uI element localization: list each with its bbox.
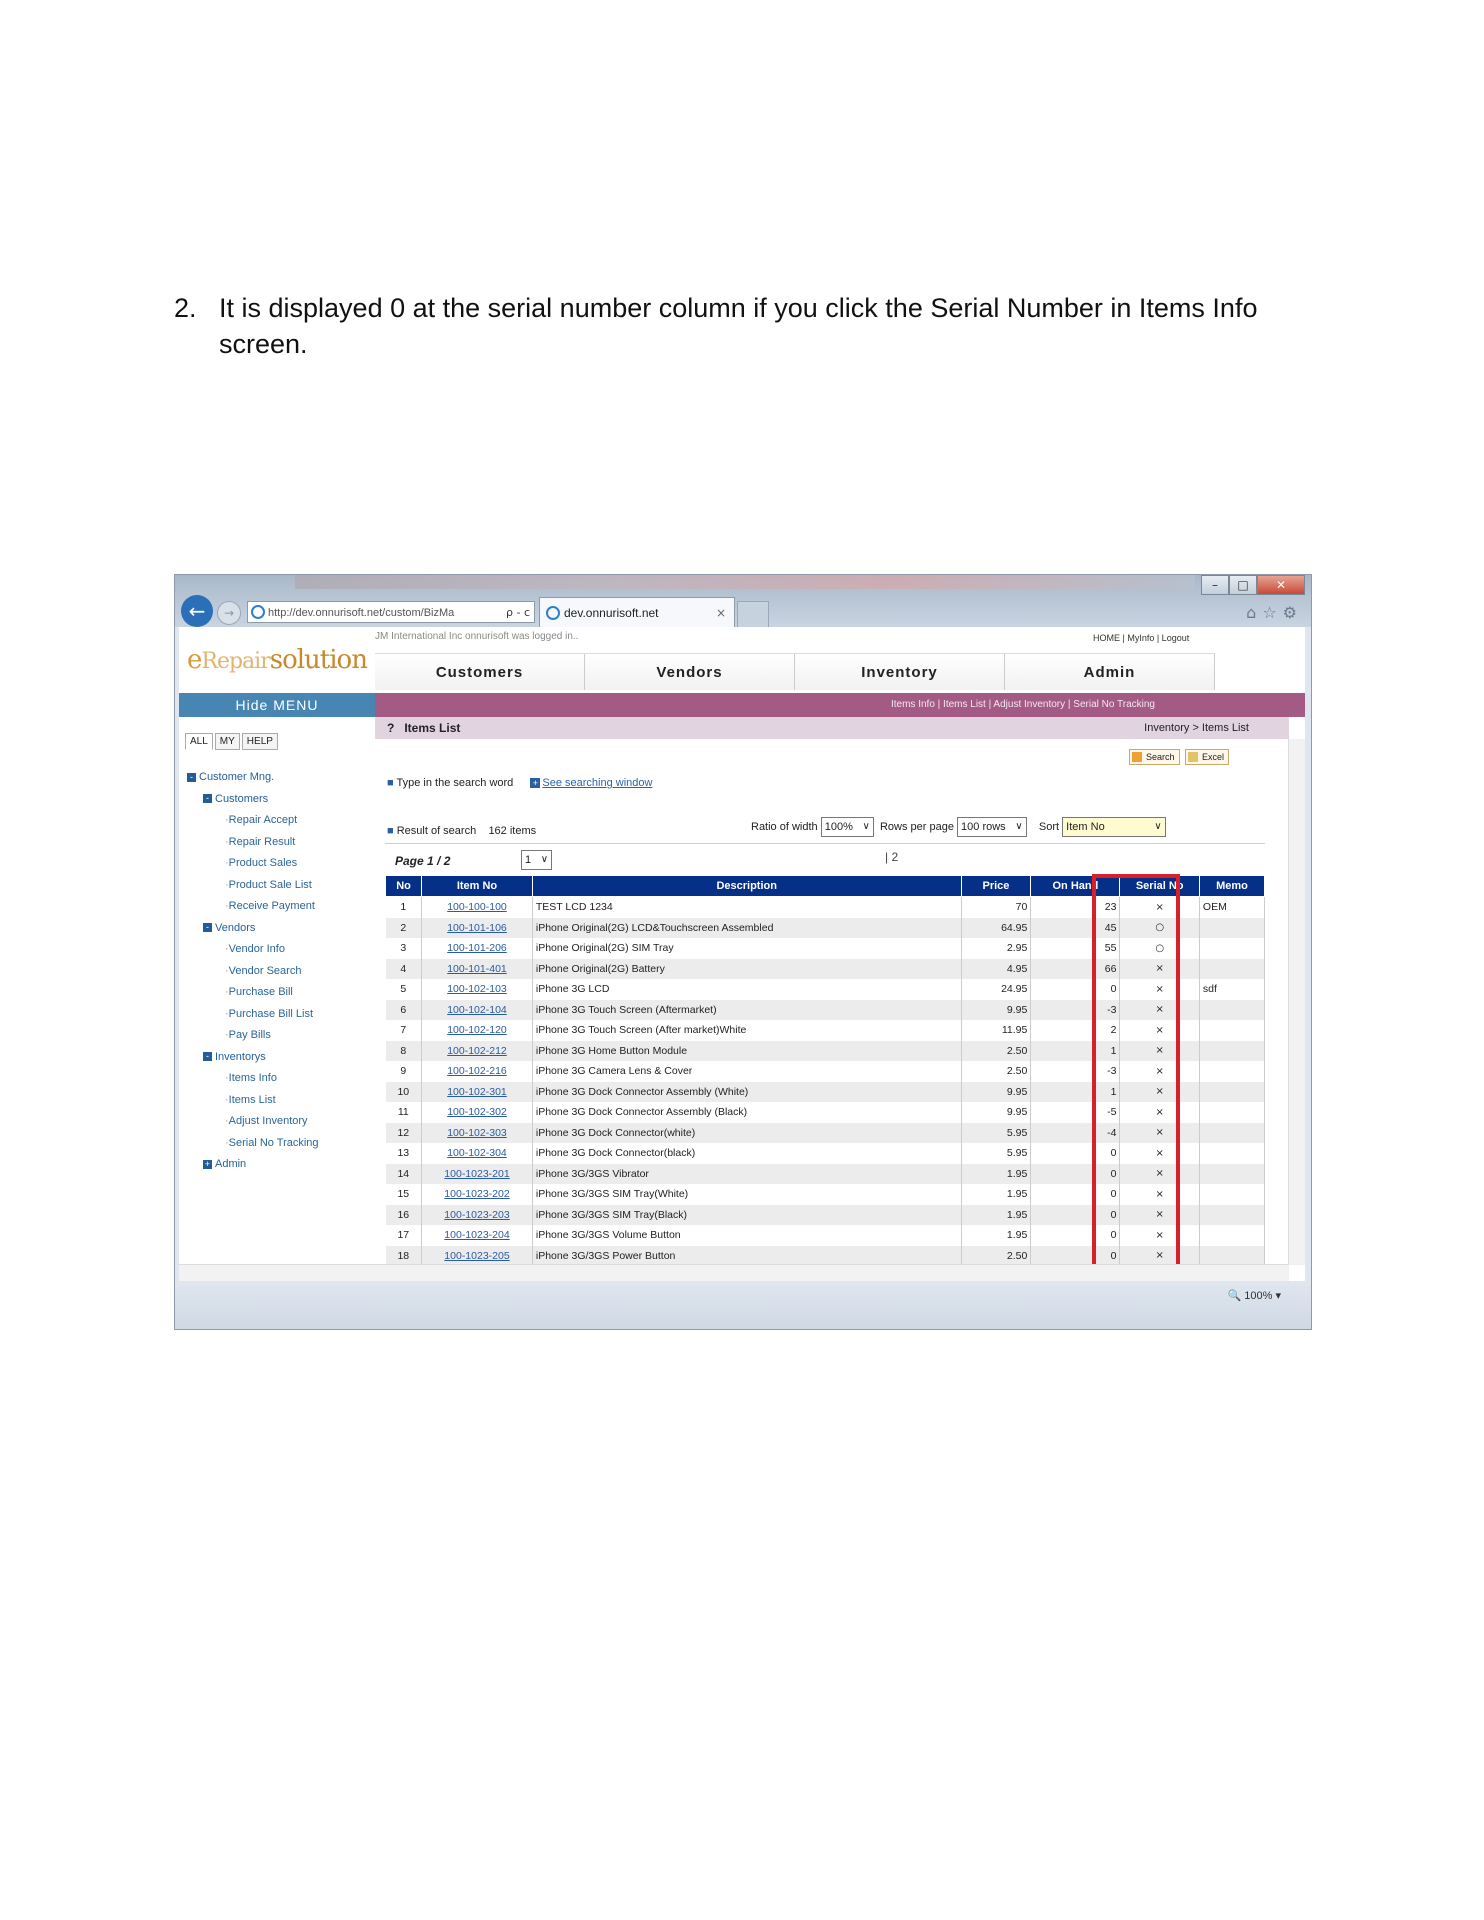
cell-on-hand: 23: [1031, 897, 1120, 918]
cell-on-hand: 1: [1031, 1082, 1120, 1103]
cell-price: 24.95: [961, 979, 1031, 1000]
tree-connector: ·: [225, 814, 229, 826]
breadcrumb: Inventory > Items List: [1144, 722, 1249, 734]
cell-no: 18: [386, 1246, 422, 1267]
cell-item-no[interactable]: 100-1023-204: [422, 1225, 533, 1246]
close-icon[interactable]: ✕: [1257, 575, 1305, 595]
cell-item-no[interactable]: 100-1023-203: [422, 1205, 533, 1226]
cell-on-hand: 0: [1031, 979, 1120, 1000]
tree-connector: ·: [225, 835, 229, 848]
col-serial-no[interactable]: Serial No: [1120, 876, 1199, 897]
sidebar-item[interactable]: [187, 1133, 319, 1155]
list-controls: [751, 817, 1166, 837]
cell-on-hand: 0: [1031, 1246, 1120, 1267]
sidebar-item-label: Admin: [215, 1158, 247, 1170]
cell-description: iPhone 3G/3GS SIM Tray(Black): [532, 1205, 961, 1226]
cell-serial-no: ×: [1120, 1102, 1199, 1123]
cell-price: 1.95: [961, 1184, 1031, 1205]
cell-no: 5: [386, 979, 422, 1000]
tree-connector: ·: [225, 857, 229, 869]
cell-no: 12: [386, 1123, 422, 1144]
cell-serial-no: ×: [1120, 1000, 1199, 1021]
result-count: 162 items: [488, 825, 537, 837]
cell-memo: [1199, 1061, 1264, 1082]
sort-label: Sort: [1038, 820, 1060, 833]
cell-item-no[interactable]: 100-1023-201: [422, 1164, 533, 1185]
cell-memo: [1199, 1123, 1264, 1144]
cell-description: iPhone 3G Home Button Module: [532, 1041, 961, 1062]
tab-all[interactable]: ALL: [185, 733, 213, 750]
cell-on-hand: 0: [1031, 1225, 1120, 1246]
gear-icon[interactable]: ⚙: [1282, 603, 1303, 622]
cell-memo: [1199, 1082, 1264, 1103]
page-links[interactable]: | 2: [885, 850, 899, 864]
cell-price: 2.50: [961, 1041, 1031, 1062]
cell-no: 10: [386, 1082, 422, 1103]
cell-on-hand: 45: [1031, 918, 1120, 939]
help-icon[interactable]: ?: [387, 721, 395, 735]
home-icon[interactable]: ⌂: [1246, 603, 1263, 622]
cell-description: iPhone 3G/3GS Vibrator: [532, 1164, 961, 1185]
cell-price: 70: [961, 897, 1031, 918]
serial-no-highlight-box: [1092, 874, 1180, 1281]
window-controls: [1201, 575, 1305, 595]
cell-item-no[interactable]: 100-102-301: [422, 1082, 533, 1103]
collapse-icon[interactable]: -: [203, 1052, 212, 1061]
cell-description: iPhone 3G LCD: [532, 979, 961, 1000]
cell-no: 6: [386, 1000, 422, 1021]
sidebar-item[interactable]: [187, 1090, 319, 1112]
sidebar-item[interactable]: [187, 939, 319, 961]
forward-arrow-icon[interactable]: →: [217, 601, 241, 625]
nav-inventory[interactable]: Inventory: [795, 654, 1005, 690]
logged-in-status: JM International Inc onnurisoft was logged in..: [375, 631, 579, 642]
cell-item-no[interactable]: 100-101-106: [422, 918, 533, 939]
cell-item-no[interactable]: 100-102-303: [422, 1123, 533, 1144]
cell-no: 8: [386, 1041, 422, 1062]
page-title: Items List: [404, 721, 461, 735]
cell-description: iPhone 3G Dock Connector Assembly (White): [532, 1082, 961, 1103]
address-controls[interactable]: ρ - c: [506, 606, 530, 619]
instruction-text: [174, 290, 1284, 362]
sidebar-item-label: Inventorys: [215, 1050, 266, 1063]
cell-item-no[interactable]: 100-1023-205: [422, 1246, 533, 1267]
sidebar-item[interactable]: [187, 1111, 319, 1133]
sidebar: [179, 717, 376, 1281]
cell-price: 2.95: [961, 938, 1031, 959]
cell-serial-no: ×: [1120, 979, 1199, 1000]
pagination-row: [385, 843, 1265, 876]
cell-on-hand: 55: [1031, 938, 1120, 959]
rows-select[interactable]: 100 rows ∨: [957, 817, 1027, 837]
step-number: 2.: [174, 293, 197, 323]
cell-memo: [1199, 1225, 1264, 1246]
cell-item-no[interactable]: 100-102-302: [422, 1102, 533, 1123]
tree-connector: ·: [225, 1115, 229, 1127]
sidebar-item[interactable]: [187, 767, 319, 789]
search-hint: Type in the search word: [396, 777, 514, 789]
sidebar-item[interactable]: [187, 1068, 319, 1090]
cell-description: iPhone 3G Touch Screen (After market)White: [532, 1020, 961, 1041]
sidebar-item[interactable]: [187, 1047, 319, 1069]
sidebar-item[interactable]: [187, 1004, 319, 1026]
cell-price: 4.95: [961, 959, 1031, 980]
cell-item-no[interactable]: 100-102-304: [422, 1143, 533, 1164]
cell-price: 2.50: [961, 1061, 1031, 1082]
rows-label: Rows per page: [879, 820, 954, 833]
cell-item-no[interactable]: 100-102-103: [422, 979, 533, 1000]
expand-icon[interactable]: +: [204, 1158, 211, 1169]
sidebar-item-label: Product Sales: [228, 857, 298, 869]
nav-vendors[interactable]: Vendors: [585, 654, 795, 690]
tree-connector: ·: [225, 986, 229, 998]
cell-item-no[interactable]: 100-101-206: [422, 938, 533, 959]
cell-no: 9: [386, 1061, 422, 1082]
main-nav: [375, 653, 1215, 690]
cell-serial-no: ○: [1120, 918, 1199, 939]
tab-help[interactable]: HELP: [242, 733, 278, 750]
toolbar-icons: [1246, 603, 1303, 622]
cell-no: 2: [386, 918, 422, 939]
cell-description: iPhone Original(2G) LCD&Touchscreen Assembled: [532, 918, 961, 939]
cell-item-no[interactable]: 100-101-401: [422, 959, 533, 980]
cell-no: 7: [386, 1020, 422, 1041]
col-description[interactable]: Description: [532, 876, 961, 897]
tree-connector: ·: [225, 878, 229, 891]
cell-description: iPhone 3G Touch Screen (Aftermarket): [532, 1000, 961, 1021]
excel-button[interactable]: Excel: [1185, 749, 1229, 765]
cell-on-hand: 0: [1031, 1143, 1120, 1164]
cell-on-hand: 1: [1031, 1041, 1120, 1062]
address-text: http://dev.onnurisoft.net/custom/BizMa: [268, 607, 455, 619]
browser-chrome: [175, 575, 1311, 627]
sidebar-scrollbar[interactable]: [179, 1264, 375, 1281]
cell-on-hand: -4: [1031, 1123, 1120, 1144]
ratio-label: Ratio of width: [751, 820, 818, 833]
cell-no: 15: [386, 1184, 422, 1205]
cell-price: 5.95: [961, 1123, 1031, 1144]
cell-serial-no: ○: [1120, 938, 1199, 959]
col-item-no[interactable]: Item No: [422, 876, 533, 897]
cell-no: 4: [386, 959, 422, 980]
col-memo[interactable]: Memo: [1199, 876, 1264, 897]
cell-no: 1: [386, 897, 422, 918]
sidebar-item[interactable]: [187, 832, 319, 854]
sidebar-item-label: Vendors: [215, 921, 256, 934]
sidebar-item[interactable]: [187, 810, 319, 832]
sort-select[interactable]: Item No ∨: [1062, 817, 1166, 837]
cell-item-no[interactable]: 100-102-216: [422, 1061, 533, 1082]
cell-on-hand: 2: [1031, 1020, 1120, 1041]
cell-description: iPhone 3G/3GS Volume Button: [532, 1225, 961, 1246]
tab-title: dev.onnurisoft.net: [564, 606, 659, 620]
cell-price: 11.95: [961, 1020, 1031, 1041]
page-select[interactable]: 1 ∨: [521, 850, 552, 870]
star-icon[interactable]: ☆: [1262, 603, 1283, 622]
tab-my[interactable]: MY: [215, 733, 240, 750]
cell-serial-no: ×: [1120, 1225, 1199, 1246]
cell-serial-no: ×: [1120, 897, 1199, 918]
sidebar-tabs: [185, 733, 280, 750]
cell-on-hand: -5: [1031, 1102, 1120, 1123]
tree-connector: ·: [225, 943, 229, 955]
cell-price: 9.95: [961, 1082, 1031, 1103]
tree-connector: ·: [225, 964, 229, 977]
nav-customers[interactable]: Customers: [375, 654, 585, 690]
sidebar-item-label: Serial No Tracking: [228, 1136, 319, 1149]
cell-no: 13: [386, 1143, 422, 1164]
nav-admin[interactable]: Admin: [1005, 654, 1215, 690]
cell-memo: [1199, 1205, 1264, 1226]
cell-memo: [1199, 1020, 1264, 1041]
address-bar[interactable]: [247, 601, 535, 623]
search-row: ■ Type in the search word + See searching window: [387, 777, 653, 789]
sidebar-item[interactable]: [187, 1154, 319, 1176]
cell-memo: [1199, 918, 1264, 939]
sidebar-item[interactable]: [187, 853, 319, 875]
cell-price: 1.95: [961, 1225, 1031, 1246]
cell-memo: [1199, 1041, 1264, 1062]
search-button[interactable]: Search: [1129, 749, 1180, 765]
cell-item-no[interactable]: 100-100-100: [422, 897, 533, 918]
sidebar-item-label: Vendor Search: [228, 964, 302, 977]
top-links[interactable]: HOME | MyInfo | Logout: [1093, 633, 1190, 643]
tab-close-icon[interactable]: ×: [715, 606, 726, 620]
vertical-scrollbar[interactable]: [1288, 739, 1305, 1265]
col-price[interactable]: Price: [961, 876, 1031, 897]
cell-serial-no: ×: [1120, 1184, 1199, 1205]
sidebar-item[interactable]: [187, 789, 319, 811]
sidebar-item-label: Pay Bills: [228, 1029, 271, 1041]
cell-description: iPhone 3G/3GS SIM Tray(White): [532, 1184, 961, 1205]
cell-description: iPhone Original(2G) Battery: [532, 959, 961, 980]
back-arrow-icon[interactable]: ←: [181, 595, 213, 627]
cell-item-no[interactable]: 100-1023-202: [422, 1184, 533, 1205]
sidebar-item-label: Product Sale List: [228, 878, 312, 891]
cell-price: 1.95: [961, 1164, 1031, 1185]
cell-on-hand: -3: [1031, 1000, 1120, 1021]
sidebar-item[interactable]: [187, 918, 319, 940]
collapse-icon[interactable]: -: [203, 923, 212, 932]
sidebar-item-label: Receive Payment: [228, 900, 315, 912]
new-tab-button[interactable]: [737, 601, 769, 628]
sidebar-item-label: Customer Mng.: [199, 771, 275, 783]
cell-memo: [1199, 959, 1264, 980]
col-no[interactable]: No: [386, 876, 422, 897]
cell-memo: [1199, 1143, 1264, 1164]
cell-description: TEST LCD 1234: [532, 897, 961, 918]
cell-on-hand: 0: [1031, 1205, 1120, 1226]
horizontal-scrollbar[interactable]: [375, 1264, 1289, 1281]
tree-connector: ·: [225, 1136, 229, 1149]
cell-serial-no: ×: [1120, 1143, 1199, 1164]
hide-menu-button[interactable]: Hide MENU: [179, 693, 375, 717]
main-content: [375, 717, 1305, 1281]
ratio-select[interactable]: 100% ∨: [821, 817, 874, 837]
tree-connector: ·: [225, 1029, 229, 1041]
cell-memo: [1199, 938, 1264, 959]
tree-connector: ·: [225, 900, 229, 912]
sidebar-item-label: Customers: [215, 792, 269, 805]
cell-serial-no: ×: [1120, 1205, 1199, 1226]
cell-description: iPhone Original(2G) SIM Tray: [532, 938, 961, 959]
cell-memo: sdf: [1199, 979, 1264, 1000]
ie-icon: [251, 605, 265, 619]
status-bar: [175, 1283, 1311, 1329]
browser-tab[interactable]: [539, 597, 735, 627]
cell-no: 16: [386, 1205, 422, 1226]
sidebar-item-label: Repair Accept: [228, 814, 298, 826]
sidebar-item-label: Purchase Bill List: [228, 1007, 314, 1020]
cell-on-hand: -3: [1031, 1061, 1120, 1082]
cell-no: 17: [386, 1225, 422, 1246]
plus-icon: +: [530, 778, 540, 788]
tree-connector: ·: [225, 1007, 229, 1020]
cell-description: iPhone 3G Camera Lens & Cover: [532, 1061, 961, 1082]
zoom-level[interactable]: 🔍 100% ▾: [1227, 1290, 1281, 1302]
result-label: Result of search: [396, 825, 477, 837]
cell-on-hand: 0: [1031, 1184, 1120, 1205]
app-logo[interactable]: eRepairsolution: [187, 645, 367, 675]
collapse-icon[interactable]: -: [203, 794, 212, 803]
cell-serial-no: ×: [1120, 1061, 1199, 1082]
cell-memo: OEM: [1199, 897, 1264, 918]
cell-no: 11: [386, 1102, 422, 1123]
sidebar-item[interactable]: [187, 1025, 319, 1047]
cell-description: iPhone 3G Dock Connector(white): [532, 1123, 961, 1144]
cell-memo: [1199, 1164, 1264, 1185]
minimize-icon[interactable]: –: [1201, 575, 1229, 595]
cell-on-hand: 66: [1031, 959, 1120, 980]
cell-memo: [1199, 1246, 1264, 1267]
tree-connector: ·: [225, 1072, 229, 1084]
collapse-icon[interactable]: -: [187, 773, 196, 782]
cell-price: 9.95: [961, 1102, 1031, 1123]
page-title-bar: [375, 717, 1289, 739]
see-searching-window-link[interactable]: + See searching window: [530, 777, 652, 789]
cell-serial-no: ×: [1120, 959, 1199, 980]
sidebar-item-label: Purchase Bill: [228, 986, 293, 998]
tree-connector: ·: [225, 1093, 229, 1106]
col-on-hand[interactable]: On Hand: [1031, 876, 1120, 897]
sidebar-item[interactable]: [187, 896, 319, 918]
cell-serial-no: ×: [1120, 1082, 1199, 1103]
sidebar-item[interactable]: [187, 875, 319, 897]
cell-description: iPhone 3G Dock Connector Assembly (Black): [532, 1102, 961, 1123]
sidebar-item[interactable]: [187, 961, 319, 983]
cell-memo: [1199, 1184, 1264, 1205]
sidebar-item-label: Items Info: [228, 1072, 277, 1084]
sidebar-item-label: Items List: [228, 1093, 276, 1106]
sub-nav[interactable]: Items Info | Items List | Adjust Inventory | Serial No Tracking: [375, 693, 1305, 717]
cell-price: 5.95: [961, 1143, 1031, 1164]
result-row: ■ Result of search 162 items: [387, 825, 537, 837]
cell-price: 9.95: [961, 1000, 1031, 1021]
sidebar-item[interactable]: [187, 982, 319, 1004]
ie-icon: [546, 606, 560, 620]
cell-serial-no: ×: [1120, 1164, 1199, 1185]
cell-no: 3: [386, 938, 422, 959]
browser-window: [174, 574, 1312, 1330]
cell-serial-no: ×: [1120, 1123, 1199, 1144]
cell-memo: [1199, 1102, 1264, 1123]
cell-memo: [1199, 1000, 1264, 1021]
menu-tree: [187, 767, 319, 1176]
cell-serial-no: ×: [1120, 1246, 1199, 1267]
sidebar-item-label: Adjust Inventory: [228, 1115, 308, 1127]
cell-on-hand: 0: [1031, 1164, 1120, 1185]
web-page: [179, 627, 1305, 1281]
cell-description: iPhone 3G/3GS Power Button: [532, 1246, 961, 1267]
cell-serial-no: ×: [1120, 1041, 1199, 1062]
sidebar-item-label: Vendor Info: [228, 943, 285, 955]
cell-item-no[interactable]: 100-102-120: [422, 1020, 533, 1041]
cell-price: 1.95: [961, 1205, 1031, 1226]
sidebar-item-label: Repair Result: [228, 835, 296, 848]
step-text: It is displayed 0 at the serial number column if you click the Serial Number in Items Info screen.: [219, 293, 1258, 359]
maximize-icon[interactable]: □: [1229, 575, 1257, 595]
cell-price: 2.50: [961, 1246, 1031, 1267]
cell-item-no[interactable]: 100-102-104: [422, 1000, 533, 1021]
search-icon: [1132, 752, 1142, 762]
cell-item-no[interactable]: 100-102-212: [422, 1041, 533, 1062]
excel-icon: [1188, 752, 1198, 762]
zoom-icon: 🔍: [1227, 1290, 1242, 1302]
cell-price: 64.95: [961, 918, 1031, 939]
page-indicator: Page 1 / 2: [395, 854, 451, 868]
cell-description: iPhone 3G Dock Connector(black): [532, 1143, 961, 1164]
cell-no: 14: [386, 1164, 422, 1185]
cell-serial-no: ×: [1120, 1020, 1199, 1041]
